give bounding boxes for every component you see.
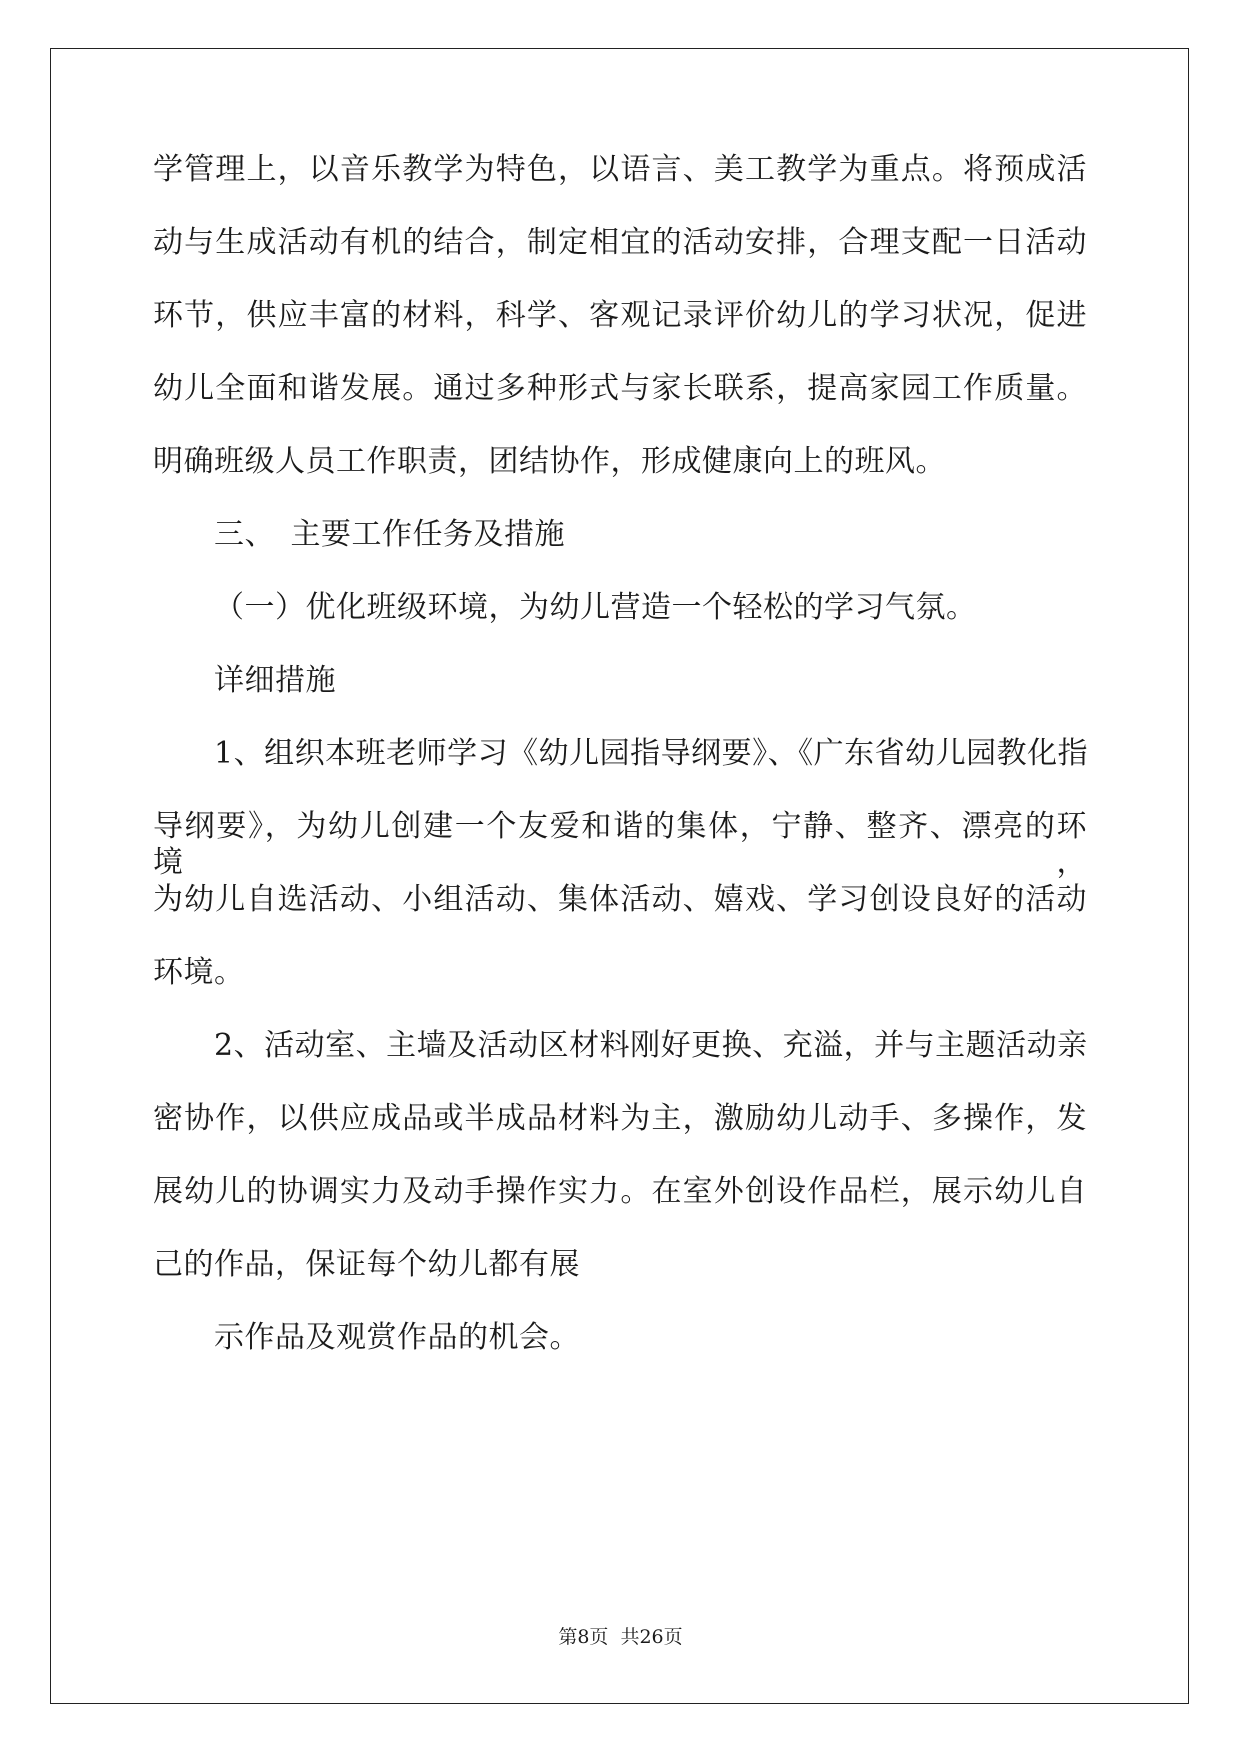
text-line: 展幼儿的协调实力及动手操作实力。在室外创设作品栏，展示幼儿自 (153, 1174, 1087, 1209)
text-line: 为幼儿自选活动、小组活动、集体活动、嬉戏、学习创设良好的活动 (153, 882, 1087, 917)
page-number: 第8页 (558, 1626, 609, 1648)
text-line: 密协作，以供应成品或半成品材料为主，激励幼儿动手、多操作，发 (153, 1101, 1087, 1136)
page-total: 共26页 (620, 1626, 683, 1648)
page-footer (0, 1625, 1241, 1649)
text-line: 2、活动室、主墙及活动区材料刚好更换、充溢，并与主题活动亲 (214, 1028, 1088, 1063)
section-heading: 三、 主要工作任务及措施 (214, 517, 565, 552)
text-line: 幼儿全面和谐发展。通过多种形式与家长联系，提高家园工作质量。 (153, 371, 1087, 406)
text-line: 环节，供应丰富的材料，科学、客观记录评价幼儿的学习状况，促进 (153, 298, 1087, 333)
text-line: 学管理上，以音乐教学为特色，以语言、美工教学为重点。将预成活 (153, 152, 1087, 187)
subsection-heading: （一）优化班级环境，为幼儿营造一个轻松的学习气氛。 (214, 590, 977, 625)
text-line: 动与生成活动有机的结合，制定相宜的活动安排，合理支配一日活动 (153, 225, 1087, 260)
text-line: 己的作品，保证每个幼儿都有展 (153, 1247, 580, 1282)
text-line: 示作品及观赏作品的机会。 (214, 1320, 580, 1355)
text-line: 环境。 (153, 955, 245, 990)
measures-heading: 详细措施 (214, 663, 336, 698)
text-line: 明确班级人员工作职责，团结协作，形成健康向上的班风。 (153, 444, 946, 479)
text-line: 1、组织本班老师学习《幼儿园指导纲要》、《广东省幼儿园教化指 (214, 736, 1089, 771)
text-line: 导纲要》，为幼儿创建一个友爱和谐的集体，宁静、整齐、漂亮的环境， (153, 809, 1087, 880)
